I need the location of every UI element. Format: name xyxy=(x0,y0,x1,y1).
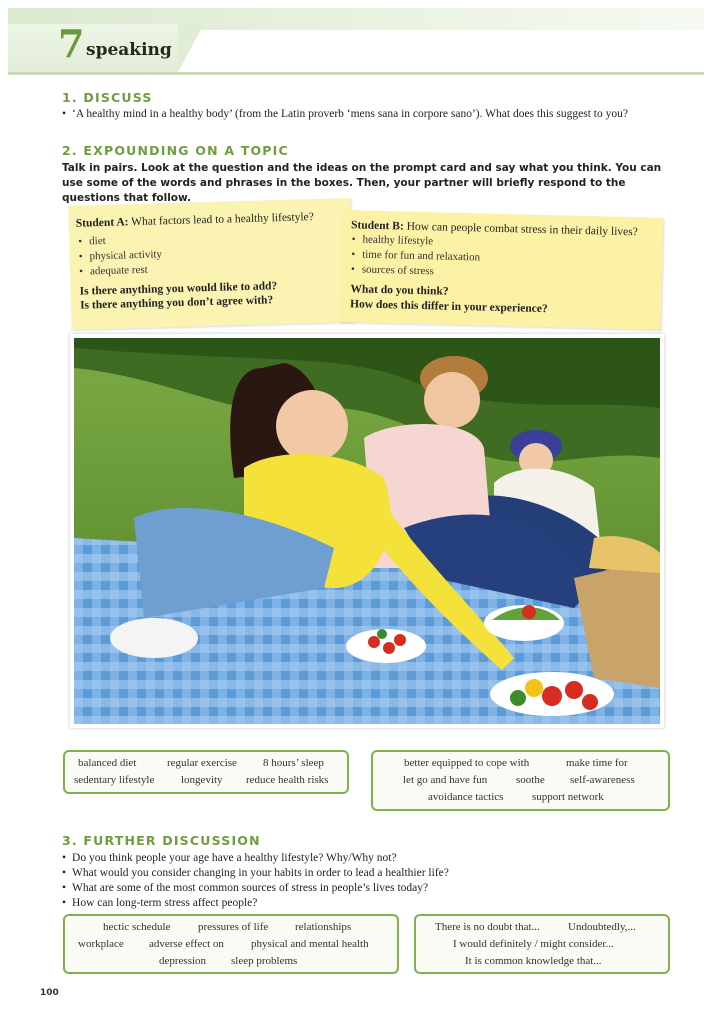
card-a-follow2: Is there anything you don’t agree with? xyxy=(79,294,274,312)
word-phrase: longevity xyxy=(181,774,223,786)
word-phrase: It is common knowledge that... xyxy=(465,955,602,967)
section3-bullet: • What are some of the most common sources of stress in people’s lives today? xyxy=(62,881,428,896)
card-b-item: • sources of stress xyxy=(351,263,434,277)
section1-bullet: • ‘A healthy mind in a healthy body’ (from the Latin proverb ‘mens sana in corpore sano’). What does this suggest to you? xyxy=(62,107,628,122)
word-phrase: I would definitely / might consider... xyxy=(453,938,614,950)
word-phrase: better equipped to cope with xyxy=(404,757,530,769)
word-phrase: support network xyxy=(532,791,604,803)
section3-bullet: • How can long-term stress affect people? xyxy=(62,896,257,911)
header-rule xyxy=(8,72,704,75)
word-phrase: 8 hours’ sleep xyxy=(263,757,324,769)
section2-instruction: Talk in pairs. Look at the question and the ideas on the prompt card and say what you think. You can use some of the words and phrases in the boxes. Then, your partner will briefly respond to the questions that follow. xyxy=(62,162,662,204)
prompt-card-a xyxy=(68,198,353,330)
prompt-card-b xyxy=(341,210,664,330)
card-a-label: Student A: xyxy=(75,216,129,230)
card-a-question xyxy=(76,211,314,230)
word-phrase: let go and have fun xyxy=(403,774,488,786)
word-phrase: pressures of life xyxy=(198,921,269,933)
word-phrase: workplace xyxy=(78,938,124,950)
card-b-item: • time for fun and relaxation xyxy=(351,248,480,263)
word-box-useful-phrases xyxy=(414,914,670,974)
word-box-stress-causes xyxy=(63,914,399,974)
word-phrase: sleep problems xyxy=(231,955,298,967)
section1-heading: 1. DISCUSS xyxy=(62,90,153,105)
card-b-item: • healthy lifestyle xyxy=(352,233,434,247)
section3-bullet: • What would you consider changing in your habits in order to lead a healthier life? xyxy=(62,866,449,881)
card-a-item: • physical activity xyxy=(79,248,163,262)
card-a-item: • adequate rest xyxy=(79,264,148,278)
word-phrase: adverse effect on xyxy=(149,938,224,950)
card-b-follow2: How does this differ in your experience? xyxy=(349,298,548,316)
picnic-illustration xyxy=(74,338,660,724)
section3-bullet: • Do you think people your age have a healthy lifestyle? Why/Why not? xyxy=(62,851,397,866)
word-phrase: balanced diet xyxy=(78,757,137,769)
word-box-vocab-stress xyxy=(371,750,670,811)
card-a-question-text: What factors lead to a healthy lifestyle? xyxy=(131,211,314,229)
word-phrase: There is no doubt that... xyxy=(435,921,540,933)
page-number: 100 xyxy=(40,988,59,998)
section3-heading: 3. FURTHER DISCUSSION xyxy=(62,833,261,848)
word-phrase: sedentary lifestyle xyxy=(74,774,155,786)
word-box-vocab-health xyxy=(63,750,349,794)
card-a-follow1: Is there anything you would like to add? xyxy=(79,280,278,298)
card-b-follow1: What do you think? xyxy=(350,283,449,298)
unit-title: speaking xyxy=(86,40,172,60)
word-phrase: depression xyxy=(159,955,207,967)
card-b-label: Student B: xyxy=(350,219,404,233)
word-phrase: Undoubtedly,... xyxy=(568,921,636,933)
word-phrase: make time for xyxy=(566,757,628,769)
section2-heading: 2. EXPOUNDING ON A TOPIC xyxy=(62,143,289,158)
word-phrase: soothe xyxy=(516,774,545,786)
card-a-item: • diet xyxy=(78,235,106,248)
unit-number: 7 xyxy=(58,21,85,66)
word-phrase: avoidance tactics xyxy=(428,791,504,803)
word-phrase: regular exercise xyxy=(167,757,237,769)
word-phrase: relationships xyxy=(295,921,352,933)
word-phrase: self-awareness xyxy=(570,774,635,786)
picnic-photo xyxy=(70,334,664,728)
word-phrase: reduce health risks xyxy=(246,774,329,786)
word-phrase: hectic schedule xyxy=(103,921,171,933)
card-b-question-text: How can people combat stress in their daily lives? xyxy=(406,220,638,239)
word-phrase: physical and mental health xyxy=(251,938,369,950)
